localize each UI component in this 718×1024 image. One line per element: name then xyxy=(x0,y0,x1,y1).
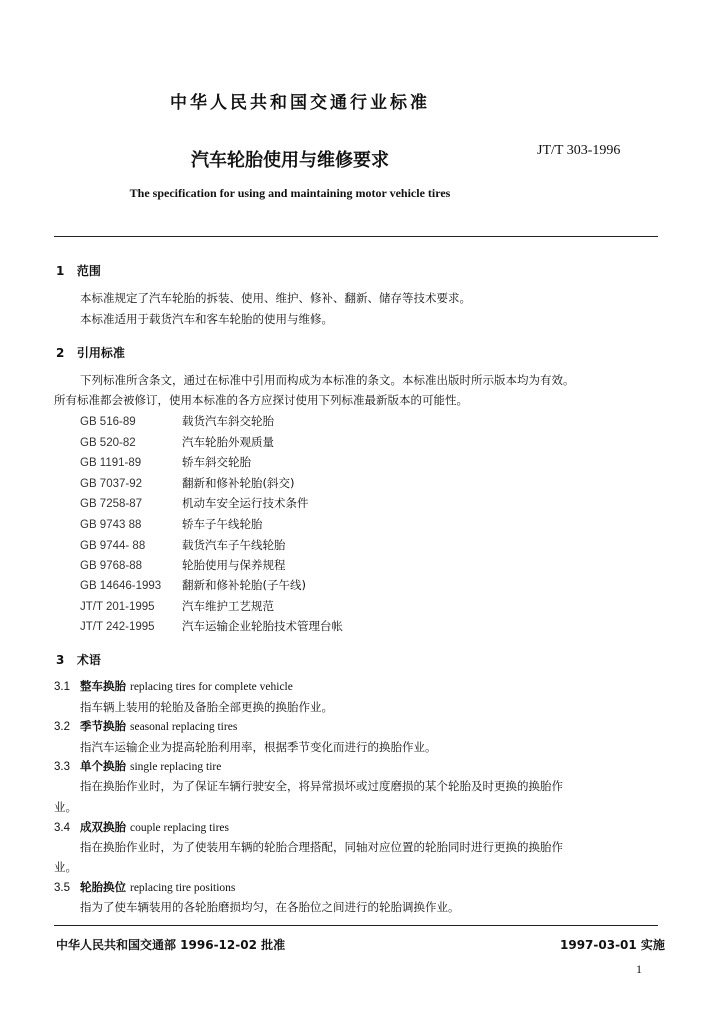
approval-note: 中华人民共和国交通部 1996-12-02 批准 xyxy=(56,938,286,952)
term-en: seasonal replacing tires xyxy=(130,721,238,733)
reference-name: 轿车子午线轮胎 xyxy=(182,517,263,531)
reference-code: GB 9743 88 xyxy=(80,519,142,531)
term-definition: 指为了使车辆装用的各轮胎磨损均匀，在各胎位之间进行的轮胎调换作业。 xyxy=(80,900,460,914)
bottom-divider xyxy=(54,925,658,926)
term-cn: 轮胎换位 xyxy=(80,880,126,894)
reference-item xyxy=(80,495,309,511)
reference-code: GB 516-89 xyxy=(80,416,136,428)
reference-item xyxy=(80,557,286,573)
reference-name: 翻新和修补轮胎(斜交) xyxy=(182,476,295,490)
term-number: 3.1 xyxy=(54,681,70,693)
reference-name: 轮胎使用与保养规程 xyxy=(182,558,286,572)
term-definition-continued: 业。 xyxy=(54,860,77,874)
section-number: 3 xyxy=(56,653,65,667)
reference-name: 载货汽车斜交轮胎 xyxy=(182,414,274,428)
reference-code: GB 9744- 88 xyxy=(80,540,146,552)
reference-item xyxy=(80,598,274,614)
term-definition: 指车辆上装用的轮胎及备胎全部更换的换胎作业。 xyxy=(80,700,333,714)
term-definition-continued: 业。 xyxy=(54,800,77,814)
term-definition: 指在换胎作业时，为了使装用车辆的轮胎合理搭配，同轴对应位置的轮胎同时进行更换的换胎作 xyxy=(80,840,563,854)
term-entry xyxy=(54,819,229,835)
reference-name: 翻新和修补轮胎(子午线) xyxy=(182,578,306,592)
reference-code: JT/T 242-1995 xyxy=(80,621,155,633)
page-number: 1 xyxy=(636,962,642,976)
term-cn: 单个换胎 xyxy=(80,759,126,773)
reference-name: 汽车轮胎外观质量 xyxy=(182,435,274,449)
term-entry xyxy=(54,678,293,694)
term-number: 3.3 xyxy=(54,761,70,773)
term-entry xyxy=(54,718,237,734)
section-heading-scope xyxy=(56,262,101,279)
scope-paragraph: 本标准适用于载货汽车和客车轮胎的使用与维修。 xyxy=(80,312,333,326)
section-heading-references xyxy=(56,344,125,361)
reference-code: GB 520-82 xyxy=(80,437,136,449)
reference-item xyxy=(80,577,306,593)
reference-item xyxy=(80,475,294,491)
section-number: 1 xyxy=(56,264,65,278)
reference-name: 轿车斜交轮胎 xyxy=(182,455,251,469)
document-title: 汽车轮胎使用与维修要求 xyxy=(191,150,389,171)
issuer-heading: 中华人民共和国交通行业标准 xyxy=(170,93,430,113)
section-heading-terms xyxy=(56,651,101,668)
term-definition: 指在换胎作业时，为了保证车辆行驶安全，将异常损坏或过度磨损的某个轮胎及时更换的换胎作 xyxy=(80,779,563,793)
reference-item xyxy=(80,434,274,450)
term-cn: 季节换胎 xyxy=(80,719,126,733)
section-title: 引用标准 xyxy=(76,346,125,360)
standard-code: JT/T 303-1996 xyxy=(537,143,621,158)
term-number: 3.2 xyxy=(54,721,70,733)
top-divider xyxy=(54,236,658,237)
term-number: 3.4 xyxy=(54,822,70,834)
implementation-date: 1997-03-01 实施 xyxy=(560,938,665,952)
term-entry xyxy=(54,879,235,895)
section-number: 2 xyxy=(56,346,65,360)
reference-name: 机动车安全运行技术条件 xyxy=(182,496,309,510)
reference-code: GB 1191-89 xyxy=(80,457,142,469)
term-cn: 整车换胎 xyxy=(80,679,126,693)
reference-item xyxy=(80,618,343,634)
term-en: couple replacing tires xyxy=(130,822,229,834)
reference-code: GB 7037-92 xyxy=(80,478,143,490)
reference-name: 载货汽车子午线轮胎 xyxy=(182,538,286,552)
term-en: replacing tires for complete vehicle xyxy=(130,681,293,693)
references-intro: 所有标准都会被修订，使用本标准的各方应探讨使用下列标准最新版本的可能性。 xyxy=(54,393,468,407)
reference-code: GB 7258-87 xyxy=(80,498,143,510)
term-en: single replacing tire xyxy=(130,761,222,773)
reference-code: GB 9768-88 xyxy=(80,560,143,572)
reference-name: 汽车维护工艺规范 xyxy=(182,599,274,613)
term-definition: 指汽车运输企业为提高轮胎利用率，根据季节变化而进行的换胎作业。 xyxy=(80,740,437,754)
reference-item xyxy=(80,413,274,429)
reference-code: JT/T 201-1995 xyxy=(80,601,155,613)
references-intro: 下列标准所含条文，通过在标准中引用而构成为本标准的条文。本标准出版时所示版本均为有效。 xyxy=(80,373,575,387)
term-number: 3.5 xyxy=(54,882,70,894)
reference-item xyxy=(80,516,263,532)
term-cn: 成双换胎 xyxy=(80,820,126,834)
section-title: 术语 xyxy=(76,653,101,667)
section-title: 范围 xyxy=(76,264,101,278)
term-entry xyxy=(54,758,221,774)
reference-item xyxy=(80,454,251,470)
reference-code: GB 14646-1993 xyxy=(80,580,162,592)
english-title: The specification for using and maintaining motor vehicle tires xyxy=(129,186,451,200)
reference-name: 汽车运输企业轮胎技术管理台帐 xyxy=(182,619,343,633)
reference-item xyxy=(80,537,286,553)
scope-paragraph: 本标准规定了汽车轮胎的拆装、使用、维护、修补、翻新、储存等技术要求。 xyxy=(80,291,471,305)
term-en: replacing tire positions xyxy=(130,882,236,894)
